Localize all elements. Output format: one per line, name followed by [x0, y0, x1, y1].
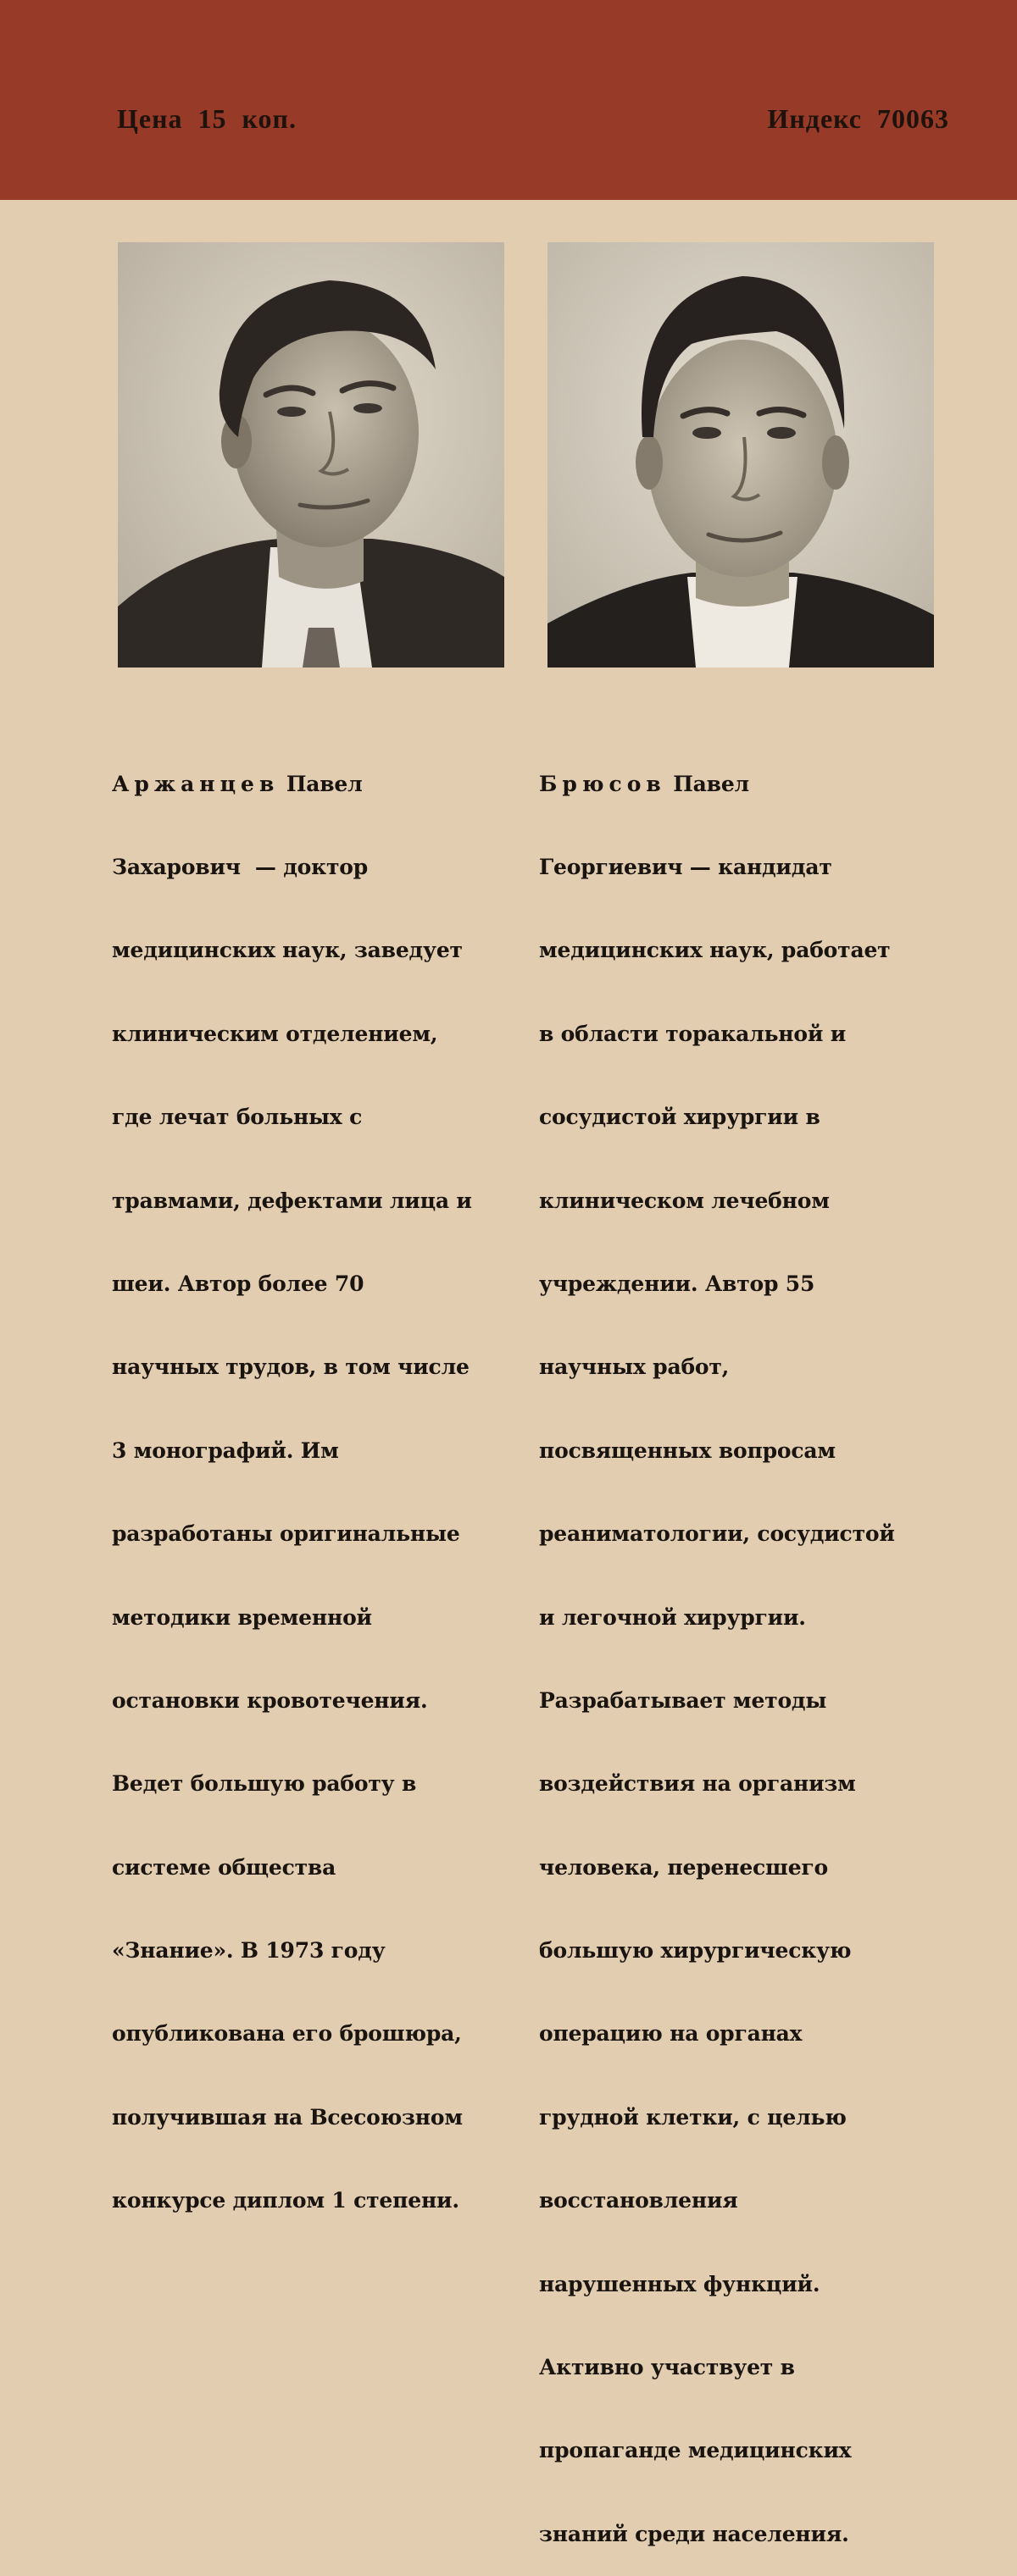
bio-line: грудной клетки, с целью	[539, 2104, 847, 2130]
bio-line: воздействия на организм	[539, 1771, 856, 1797]
bio-line: человека, перенесшего	[539, 1854, 829, 1880]
author-name-line-1: Аржанцев Павел	[112, 771, 363, 796]
bio-line: Ведет большую работу в	[112, 1771, 417, 1797]
bio-line: шеи. Автор более 70	[112, 1271, 364, 1296]
author-photo-1	[118, 242, 504, 668]
index-label: Индекс 70063	[767, 103, 949, 134]
bio-line: где лечат больных с	[112, 1105, 363, 1130]
author-name-line-2: Брюсов Павел	[539, 771, 749, 796]
bio-line: методики временной	[112, 1604, 372, 1630]
bio-line: большую хирургическую	[539, 1938, 852, 1964]
bio-line: Активно участвует в	[539, 2355, 795, 2380]
bio-line: сосудистой хирургии в	[539, 1105, 820, 1130]
bio-line: медицинских наук, работает	[539, 938, 891, 963]
bio-line: опубликована его брошюра,	[112, 2021, 462, 2047]
bio-line: восстановления	[539, 2188, 738, 2213]
author-bio-2	[539, 715, 903, 2576]
bio-line: Разрабатывает методы	[539, 1687, 827, 1713]
bio-line: конкурсе диплом 1 степени.	[112, 2188, 459, 2213]
price-label: Цена 15 коп.	[117, 103, 297, 134]
author-bio-1	[112, 715, 476, 2243]
bio-line: реаниматологии, сосудистой	[539, 1521, 895, 1547]
author-surname-1: Аржанцев	[112, 771, 280, 796]
author-surname-2: Брюсов	[539, 771, 666, 796]
author-photo-2	[547, 242, 934, 668]
bio-line: нарушенных функций.	[539, 2271, 820, 2296]
bio-line: Георгиевич — кандидат	[539, 854, 832, 879]
bio-line: медицинских наук, заведует	[112, 938, 463, 963]
header-band	[0, 0, 1017, 200]
portrait-image-1	[118, 242, 504, 668]
bio-line: в области торакальной и	[539, 1021, 847, 1046]
bio-line: пропаганде медицинских	[539, 2438, 852, 2463]
portrait-image-2	[547, 242, 934, 668]
bio-line: клиническом лечебном	[539, 1188, 830, 1213]
bio-line: получившая на Всесоюзном	[112, 2104, 463, 2130]
bio-line: системе общества	[112, 1854, 336, 1880]
bio-line: и легочной хирургии.	[539, 1604, 806, 1630]
bio-line: Захарович — доктор	[112, 854, 369, 879]
bio-line: 3 монографий. Им	[112, 1438, 339, 1463]
bio-line: травмами, дефектами лица и	[112, 1188, 472, 1213]
bio-line: остановки кровотечения.	[112, 1687, 428, 1713]
bio-line: научных трудов, в том числе	[112, 1354, 470, 1380]
bio-line: учреждении. Автор 55	[539, 1271, 815, 1296]
bio-line: «Знание». В 1973 году	[112, 1938, 386, 1964]
bio-line: посвященных вопросам	[539, 1438, 836, 1463]
bio-line: операцию на органах	[539, 2021, 803, 2047]
bio-line: научных работ,	[539, 1354, 730, 1380]
bio-line: разработаны оригинальные	[112, 1521, 460, 1547]
bio-line: клиническим отделением,	[112, 1021, 438, 1046]
bio-line: знаний среди населения.	[539, 2521, 849, 2546]
